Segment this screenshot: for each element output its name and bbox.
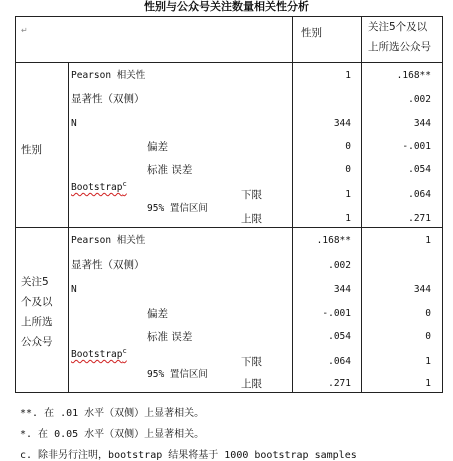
cell-g-n-c2: 344 bbox=[413, 118, 431, 129]
footnote-2: *. 在 0.05 水平（双侧）上显著相关。 bbox=[20, 429, 205, 440]
row-label-lower: 下限 bbox=[241, 189, 262, 201]
cell-g-pearson-c1: 1 bbox=[345, 70, 351, 81]
variable-follow-line2: 个及以 bbox=[21, 296, 53, 308]
variable-gender: 性别 bbox=[21, 144, 42, 156]
row-label-bias-2: 偏差 bbox=[147, 308, 168, 320]
cell-g-se-c2: .054 bbox=[408, 164, 431, 175]
row-label-std-error-2: 标准 误差 bbox=[147, 331, 193, 343]
stub-column-divider bbox=[292, 16, 293, 393]
table-border-bottom bbox=[15, 392, 443, 393]
cell-g-n-c1: 344 bbox=[333, 118, 351, 129]
cell-g-bias-c1: 0 bbox=[345, 141, 351, 152]
variable-column-divider bbox=[68, 62, 69, 393]
row-label-pearson-2: Pearson 相关性 bbox=[71, 235, 146, 246]
cell-f-lower-c2: 1 bbox=[425, 356, 431, 367]
row-label-lower-2: 下限 bbox=[241, 356, 262, 368]
table-title: 性别与公众号关注数量相关性分析 bbox=[144, 0, 309, 13]
row-label-n-2: N bbox=[71, 284, 77, 295]
cell-f-sig-c1: .002 bbox=[328, 260, 351, 271]
table-border-left bbox=[15, 16, 16, 393]
header-follow-line2: 上所选公众号 bbox=[368, 41, 431, 53]
paragraph-mark-icon: ↵ bbox=[21, 26, 28, 35]
correlation-table bbox=[15, 16, 443, 393]
row-label-n: N bbox=[71, 118, 77, 129]
cell-f-upper-c2: 1 bbox=[425, 378, 431, 389]
row-label-bootstrap-2: Bootstrap$^c$ bbox=[71, 347, 127, 361]
header-divider bbox=[15, 62, 443, 63]
value-column-divider bbox=[361, 16, 362, 393]
cell-f-n-c2: 344 bbox=[413, 284, 431, 295]
header-gender: 性别 bbox=[301, 27, 322, 39]
row-label-bias: 偏差 bbox=[147, 141, 168, 153]
cell-g-upper-c1: 1 bbox=[345, 213, 351, 224]
cell-f-se-c1: .054 bbox=[328, 331, 351, 342]
row-label-ci: 95% 置信区间 bbox=[147, 203, 208, 214]
cell-f-se-c2: 0 bbox=[425, 331, 431, 342]
cell-f-pearson-c1: .168** bbox=[316, 235, 351, 246]
row-label-bootstrap: Bootstrap$^c$ bbox=[71, 180, 127, 194]
row-label-sig-2: 显著性（双侧） bbox=[71, 259, 145, 271]
row-label-pearson: Pearson 相关性 bbox=[71, 70, 146, 81]
cell-g-bias-c2: -.001 bbox=[402, 141, 431, 152]
row-label-ci-2: 95% 置信区间 bbox=[147, 369, 208, 380]
variable-follow-line1: 关注5 bbox=[21, 276, 49, 288]
table-border-right bbox=[442, 16, 443, 393]
header-follow-line1: 关注5个及以 bbox=[368, 21, 428, 33]
cell-g-lower-c2: .064 bbox=[408, 189, 431, 200]
row-label-sig: 显著性（双侧） bbox=[71, 93, 145, 105]
cell-g-upper-c2: .271 bbox=[408, 213, 431, 224]
row-label-std-error: 标准 误差 bbox=[147, 164, 193, 176]
footnote-1: **. 在 .01 水平（双侧）上显著相关。 bbox=[20, 408, 205, 419]
row-label-upper: 上限 bbox=[241, 213, 262, 225]
row-label-upper-2: 上限 bbox=[241, 378, 262, 390]
variable-follow-line4: 公众号 bbox=[21, 336, 53, 348]
cell-f-bias-c2: 0 bbox=[425, 308, 431, 319]
table-border-top bbox=[15, 16, 443, 17]
block-divider bbox=[15, 227, 443, 228]
cell-g-lower-c1: 1 bbox=[345, 189, 351, 200]
cell-f-upper-c1: .271 bbox=[328, 378, 351, 389]
cell-f-pearson-c2: 1 bbox=[425, 235, 431, 246]
footnote-3: c. 除非另行注明，bootstrap 结果将基于 1000 bootstrap samples bbox=[20, 450, 357, 461]
variable-follow-line3: 上所选 bbox=[21, 316, 53, 328]
cell-g-sig-c2: .002 bbox=[408, 94, 431, 105]
cell-f-n-c1: 344 bbox=[333, 284, 351, 295]
cell-f-lower-c1: .064 bbox=[328, 356, 351, 367]
cell-g-pearson-c2: .168** bbox=[396, 70, 431, 81]
cell-g-se-c1: 0 bbox=[345, 164, 351, 175]
cell-f-bias-c1: -.001 bbox=[322, 308, 351, 319]
